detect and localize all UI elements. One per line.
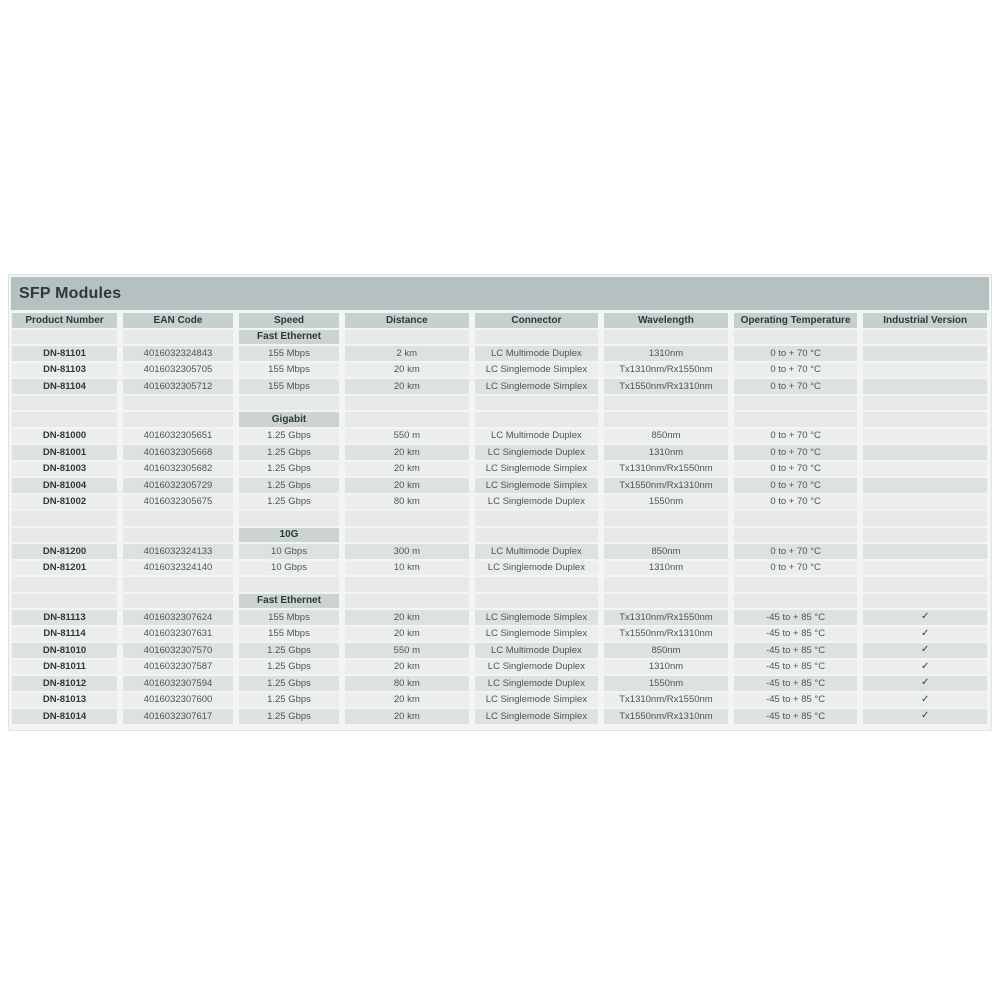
check-icon: ✓: [920, 644, 930, 656]
product-cell: DN-81201: [12, 561, 117, 576]
distance-cell: 300 m: [345, 544, 469, 559]
temperature-cell: 0 to + 70 °C: [734, 429, 858, 444]
temperature-cell: 0 to + 70 °C: [734, 462, 858, 477]
spacer-cell: [863, 577, 987, 592]
industrial-cell: [863, 643, 987, 658]
section-row-cell: [734, 528, 858, 543]
section-row-cell: [604, 412, 728, 427]
wavelength-cell: Tx1550nm/Rx1310nm: [604, 709, 728, 724]
connector-cell: LC Singlemode Simplex: [475, 379, 599, 394]
connector-cell: LC Singlemode Duplex: [475, 445, 599, 460]
speed-cell: 1.25 Gbps: [239, 643, 339, 658]
spacer-cell: [475, 396, 599, 411]
spacer-cell: [604, 511, 728, 526]
wavelength-cell: 850nm: [604, 544, 728, 559]
ean-cell: 4016032305668: [123, 445, 233, 460]
spacer-cell: [345, 577, 469, 592]
industrial-cell: [863, 610, 987, 625]
check-icon: ✓: [920, 677, 930, 689]
section-row-cell: [345, 412, 469, 427]
spacer-cell: [734, 511, 858, 526]
product-cell: DN-81101: [12, 346, 117, 361]
temperature-cell: -45 to + 85 °C: [734, 610, 858, 625]
distance-cell: 20 km: [345, 709, 469, 724]
distance-cell: 20 km: [345, 363, 469, 378]
section-header: Fast Ethernet: [239, 594, 339, 609]
speed-cell: 1.25 Gbps: [239, 445, 339, 460]
industrial-cell: [863, 709, 987, 724]
connector-cell: LC Singlemode Simplex: [475, 478, 599, 493]
ean-cell: 4016032307617: [123, 709, 233, 724]
industrial-cell: [863, 363, 987, 378]
section-row-cell: [475, 594, 599, 609]
product-cell: DN-81103: [12, 363, 117, 378]
speed-cell: 1.25 Gbps: [239, 693, 339, 708]
distance-cell: 20 km: [345, 379, 469, 394]
spacer-cell: [863, 396, 987, 411]
ean-cell: 4016032305682: [123, 462, 233, 477]
section-row-cell: [345, 594, 469, 609]
industrial-cell: [863, 676, 987, 691]
section-row-cell: [863, 412, 987, 427]
speed-cell: 1.25 Gbps: [239, 495, 339, 510]
spacer-cell: [475, 511, 599, 526]
industrial-cell: [863, 445, 987, 460]
ean-cell: 4016032305712: [123, 379, 233, 394]
section-row-cell: [475, 330, 599, 345]
section-row-cell: [123, 330, 233, 345]
industrial-cell: [863, 660, 987, 675]
industrial-cell: [863, 693, 987, 708]
temperature-cell: 0 to + 70 °C: [734, 544, 858, 559]
ean-cell: 4016032307594: [123, 676, 233, 691]
check-icon: ✓: [920, 710, 930, 722]
distance-cell: 550 m: [345, 429, 469, 444]
speed-cell: 1.25 Gbps: [239, 429, 339, 444]
product-cell: DN-81001: [12, 445, 117, 460]
ean-cell: 4016032324133: [123, 544, 233, 559]
temperature-cell: 0 to + 70 °C: [734, 379, 858, 394]
distance-cell: 2 km: [345, 346, 469, 361]
section-row-cell: [863, 528, 987, 543]
industrial-cell: [863, 379, 987, 394]
connector-cell: LC Singlemode Simplex: [475, 610, 599, 625]
column-header: Product Number: [12, 313, 117, 328]
speed-cell: 1.25 Gbps: [239, 676, 339, 691]
spacer-cell: [604, 396, 728, 411]
wavelength-cell: Tx1550nm/Rx1310nm: [604, 627, 728, 642]
ean-cell: 4016032307631: [123, 627, 233, 642]
product-cell: DN-81000: [12, 429, 117, 444]
connector-cell: LC Multimode Duplex: [475, 643, 599, 658]
industrial-cell: [863, 429, 987, 444]
section-row-cell: [123, 412, 233, 427]
product-cell: DN-81010: [12, 643, 117, 658]
connector-cell: LC Multimode Duplex: [475, 429, 599, 444]
spacer-cell: [12, 511, 117, 526]
connector-cell: LC Singlemode Duplex: [475, 495, 599, 510]
spacer-cell: [345, 511, 469, 526]
distance-cell: 20 km: [345, 610, 469, 625]
distance-cell: 20 km: [345, 462, 469, 477]
sfp-spec-panel: [8, 274, 992, 731]
temperature-cell: -45 to + 85 °C: [734, 676, 858, 691]
column-header: Operating Temperature: [734, 313, 858, 328]
speed-cell: 10 Gbps: [239, 544, 339, 559]
spacer-cell: [123, 396, 233, 411]
wavelength-cell: Tx1310nm/Rx1550nm: [604, 363, 728, 378]
spacer-cell: [12, 396, 117, 411]
section-header: Fast Ethernet: [239, 330, 339, 345]
spacer-cell: [12, 577, 117, 592]
column-header: EAN Code: [123, 313, 233, 328]
ean-cell: 4016032307570: [123, 643, 233, 658]
speed-cell: 155 Mbps: [239, 627, 339, 642]
section-row-cell: [12, 412, 117, 427]
section-row-cell: [734, 594, 858, 609]
check-icon: ✓: [920, 693, 930, 705]
section-row-cell: [863, 330, 987, 345]
check-icon: ✓: [920, 611, 930, 623]
product-cell: DN-81200: [12, 544, 117, 559]
temperature-cell: -45 to + 85 °C: [734, 709, 858, 724]
distance-cell: 20 km: [345, 693, 469, 708]
section-row-cell: [12, 528, 117, 543]
spacer-cell: [239, 396, 339, 411]
ean-cell: 4016032324843: [123, 346, 233, 361]
wavelength-cell: 1550nm: [604, 495, 728, 510]
connector-cell: LC Singlemode Simplex: [475, 709, 599, 724]
wavelength-cell: 1310nm: [604, 561, 728, 576]
ean-cell: 4016032305651: [123, 429, 233, 444]
speed-cell: 1.25 Gbps: [239, 478, 339, 493]
wavelength-cell: Tx1310nm/Rx1550nm: [604, 610, 728, 625]
temperature-cell: -45 to + 85 °C: [734, 627, 858, 642]
connector-cell: LC Singlemode Duplex: [475, 561, 599, 576]
product-cell: DN-81004: [12, 478, 117, 493]
distance-cell: 20 km: [345, 660, 469, 675]
ean-cell: 4016032305729: [123, 478, 233, 493]
product-cell: DN-81003: [12, 462, 117, 477]
section-row-cell: [12, 594, 117, 609]
column-header: Connector: [475, 313, 599, 328]
speed-cell: 155 Mbps: [239, 610, 339, 625]
section-row-cell: [345, 528, 469, 543]
spacer-cell: [604, 577, 728, 592]
industrial-cell: [863, 478, 987, 493]
connector-cell: LC Singlemode Duplex: [475, 676, 599, 691]
industrial-cell: [863, 495, 987, 510]
section-row-cell: [12, 330, 117, 345]
ean-cell: 4016032305705: [123, 363, 233, 378]
spacer-cell: [239, 511, 339, 526]
product-cell: DN-81014: [12, 709, 117, 724]
spacer-cell: [345, 396, 469, 411]
wavelength-cell: 1310nm: [604, 660, 728, 675]
product-cell: DN-81002: [12, 495, 117, 510]
connector-cell: LC Multimode Duplex: [475, 544, 599, 559]
product-cell: DN-81013: [12, 693, 117, 708]
ean-cell: 4016032324140: [123, 561, 233, 576]
temperature-cell: 0 to + 70 °C: [734, 495, 858, 510]
spacer-cell: [123, 577, 233, 592]
temperature-cell: 0 to + 70 °C: [734, 478, 858, 493]
temperature-cell: -45 to + 85 °C: [734, 660, 858, 675]
industrial-cell: [863, 544, 987, 559]
section-row-cell: [604, 594, 728, 609]
product-cell: DN-81104: [12, 379, 117, 394]
spacer-cell: [734, 577, 858, 592]
wavelength-cell: Tx1310nm/Rx1550nm: [604, 462, 728, 477]
industrial-cell: [863, 462, 987, 477]
distance-cell: 80 km: [345, 676, 469, 691]
ean-cell: 4016032305675: [123, 495, 233, 510]
industrial-cell: [863, 346, 987, 361]
section-row-cell: [734, 330, 858, 345]
distance-cell: 20 km: [345, 478, 469, 493]
wavelength-cell: Tx1310nm/Rx1550nm: [604, 693, 728, 708]
column-header: Speed: [239, 313, 339, 328]
spec-table: [12, 313, 987, 724]
distance-cell: 550 m: [345, 643, 469, 658]
connector-cell: LC Singlemode Simplex: [475, 462, 599, 477]
wavelength-cell: 1550nm: [604, 676, 728, 691]
distance-cell: 20 km: [345, 445, 469, 460]
connector-cell: LC Singlemode Simplex: [475, 693, 599, 708]
wavelength-cell: 850nm: [604, 429, 728, 444]
wavelength-cell: Tx1550nm/Rx1310nm: [604, 478, 728, 493]
speed-cell: 1.25 Gbps: [239, 462, 339, 477]
spacer-cell: [239, 577, 339, 592]
temperature-cell: 0 to + 70 °C: [734, 561, 858, 576]
distance-cell: 80 km: [345, 495, 469, 510]
section-row-cell: [604, 528, 728, 543]
speed-cell: 1.25 Gbps: [239, 660, 339, 675]
temperature-cell: -45 to + 85 °C: [734, 643, 858, 658]
panel-title: SFP Modules: [19, 284, 122, 302]
wavelength-cell: 850nm: [604, 643, 728, 658]
spacer-cell: [123, 511, 233, 526]
speed-cell: 1.25 Gbps: [239, 709, 339, 724]
section-row-cell: [475, 412, 599, 427]
industrial-cell: [863, 627, 987, 642]
section-row-cell: [123, 594, 233, 609]
ean-cell: 4016032307600: [123, 693, 233, 708]
product-cell: DN-81114: [12, 627, 117, 642]
check-icon: ✓: [920, 627, 930, 639]
product-cell: DN-81012: [12, 676, 117, 691]
connector-cell: LC Singlemode Simplex: [475, 627, 599, 642]
product-cell: DN-81011: [12, 660, 117, 675]
temperature-cell: -45 to + 85 °C: [734, 693, 858, 708]
industrial-cell: [863, 561, 987, 576]
temperature-cell: 0 to + 70 °C: [734, 346, 858, 361]
speed-cell: 10 Gbps: [239, 561, 339, 576]
wavelength-cell: Tx1550nm/Rx1310nm: [604, 379, 728, 394]
connector-cell: LC Singlemode Duplex: [475, 660, 599, 675]
wavelength-cell: 1310nm: [604, 445, 728, 460]
connector-cell: LC Multimode Duplex: [475, 346, 599, 361]
spacer-cell: [734, 396, 858, 411]
column-header: Distance: [345, 313, 469, 328]
connector-cell: LC Singlemode Simplex: [475, 363, 599, 378]
section-row-cell: [475, 528, 599, 543]
speed-cell: 155 Mbps: [239, 346, 339, 361]
column-header: Wavelength: [604, 313, 728, 328]
section-header: Gigabit: [239, 412, 339, 427]
ean-cell: 4016032307587: [123, 660, 233, 675]
product-cell: DN-81113: [12, 610, 117, 625]
speed-cell: 155 Mbps: [239, 379, 339, 394]
column-header: Industrial Version: [863, 313, 987, 328]
section-row-cell: [863, 594, 987, 609]
temperature-cell: 0 to + 70 °C: [734, 363, 858, 378]
distance-cell: 20 km: [345, 627, 469, 642]
wavelength-cell: 1310nm: [604, 346, 728, 361]
ean-cell: 4016032307624: [123, 610, 233, 625]
spacer-cell: [475, 577, 599, 592]
panel-title-band: [11, 277, 989, 310]
section-row-cell: [734, 412, 858, 427]
section-row-cell: [345, 330, 469, 345]
section-header: 10G: [239, 528, 339, 543]
temperature-cell: 0 to + 70 °C: [734, 445, 858, 460]
spacer-cell: [863, 511, 987, 526]
section-row-cell: [123, 528, 233, 543]
speed-cell: 155 Mbps: [239, 363, 339, 378]
distance-cell: 10 km: [345, 561, 469, 576]
section-row-cell: [604, 330, 728, 345]
check-icon: ✓: [920, 660, 930, 672]
